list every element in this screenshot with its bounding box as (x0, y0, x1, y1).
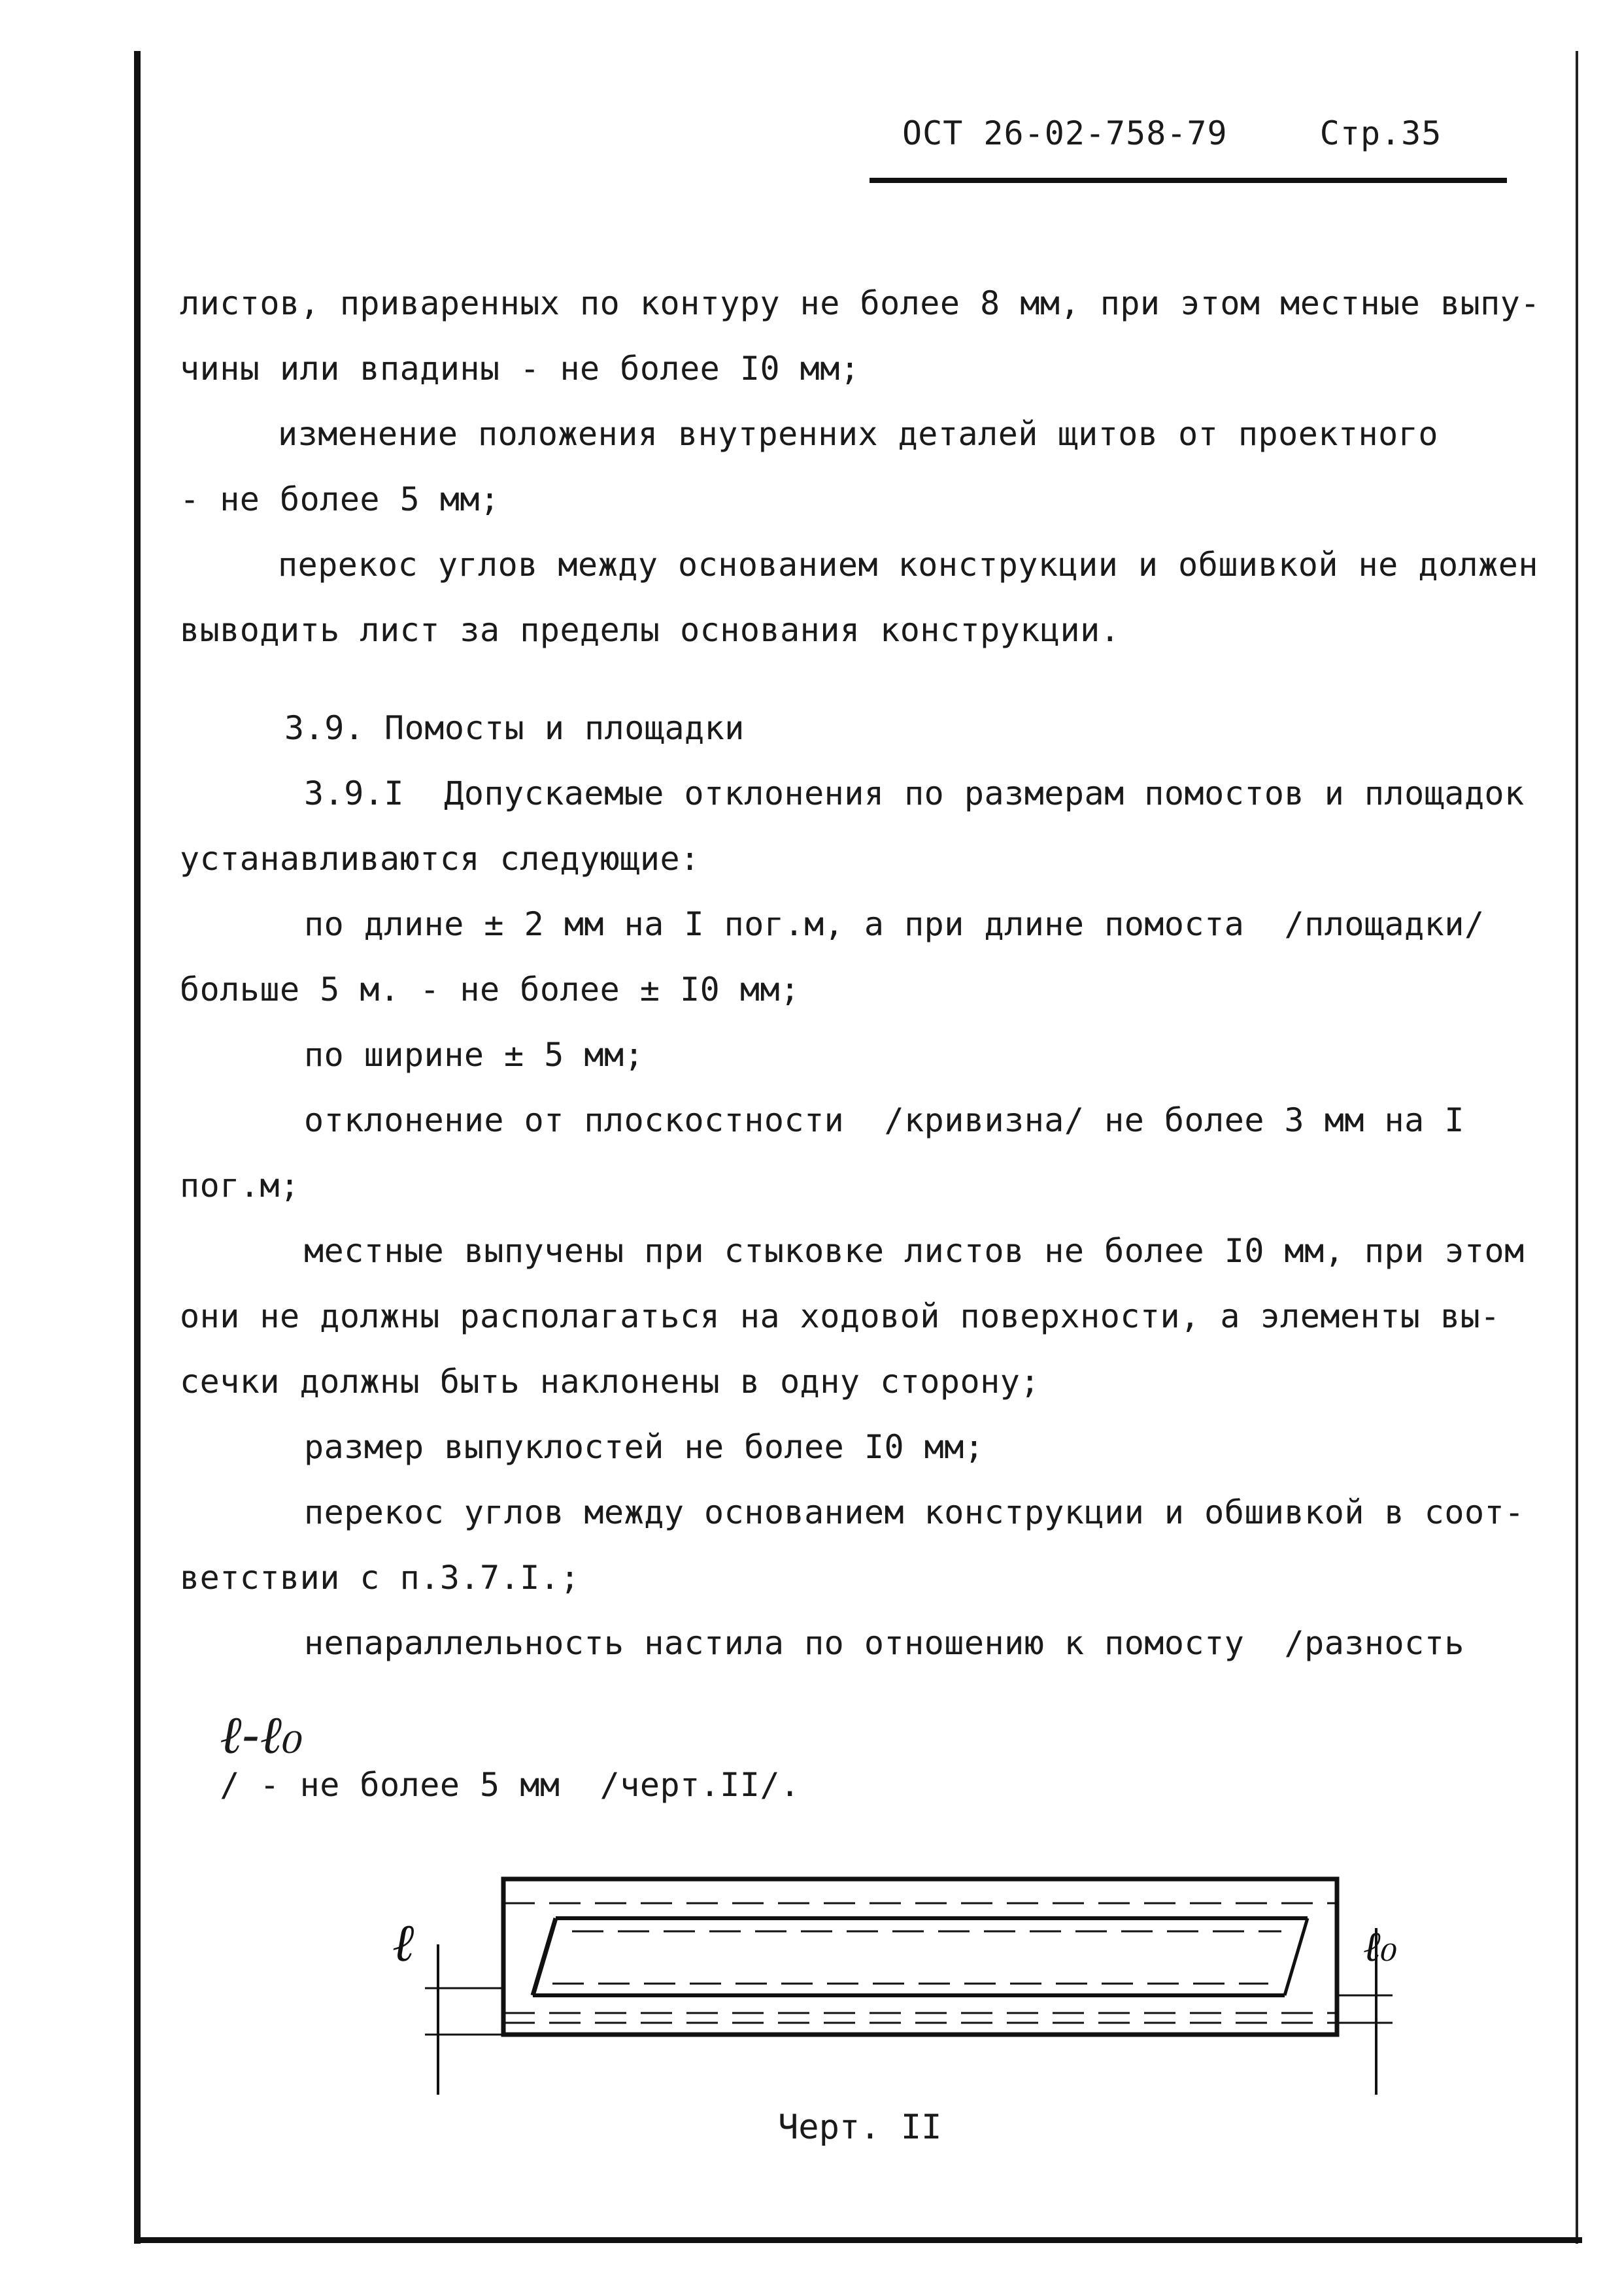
section-heading: 3.9. Помосты и площадки (284, 709, 745, 747)
text-line: перекос углов между основанием конструкции и обшивкой в соот- (304, 1493, 1525, 1531)
text-line: перекос углов между основанием конструкции и обшивкой не должен (278, 546, 1538, 584)
figure-caption: Черт. II (778, 2108, 942, 2147)
dimension-label-l0: ℓ₀ (1363, 1923, 1398, 1971)
text-line: устанавливаются следующие: (180, 840, 700, 878)
text-line: пог.м; (180, 1167, 300, 1205)
text-line: непараллельность настила по отношению к помосту /разность (304, 1624, 1464, 1662)
text-line: они не должны располагаться на ходовой поверхности, а элементы вы- (180, 1297, 1500, 1335)
text-line: размер выпуклостей не более I0 мм; (304, 1428, 985, 1466)
text-line: 3.9.I Допускаемые отклонения по размерам помостов и площадок (304, 774, 1525, 812)
text-line: по длине ± 2 мм на I пог.м, а при длине помоста /площадки/ (304, 905, 1485, 943)
text-line: ветствии с п.3.7.I.; (180, 1559, 581, 1597)
page-number: Стр.35 (1319, 114, 1442, 152)
dimension-label-l: ℓ (392, 1912, 414, 1973)
deck-right-edge (1285, 1918, 1308, 1995)
text-fragment: / - не более 5 мм /черт.II/. (220, 1766, 800, 1804)
text-line: больше 5 м. - не более ± I0 мм; (180, 971, 800, 1008)
text-line: сечки должны быть наклонены в одну сторону; (180, 1363, 1040, 1401)
text-line: отклонение от плоскостности /кривизна/ не более 3 мм на I (304, 1101, 1464, 1139)
text-line: выводить лист за пределы основания конструкции. (180, 611, 1121, 649)
handwritten-formula: ℓ-ℓ₀ (220, 1705, 303, 1765)
text-line: изменение положения внутренних деталей щитов от проектного (278, 415, 1438, 453)
text-line: местные выпучены при стыковке листов не более I0 мм, при этом (304, 1232, 1525, 1270)
document-code: ОСТ 26-02-758-79 (902, 114, 1228, 152)
text-line: - не более 5 мм; (180, 480, 500, 518)
deck-left-edge (533, 1918, 556, 1995)
text-line: по ширине ± 5 мм; (304, 1036, 645, 1074)
text-line: листов, приваренных по контуру не более 8 мм, при этом местные выпу- (180, 284, 1540, 322)
text-line: чины или впадины - не более I0 мм; (180, 350, 860, 388)
